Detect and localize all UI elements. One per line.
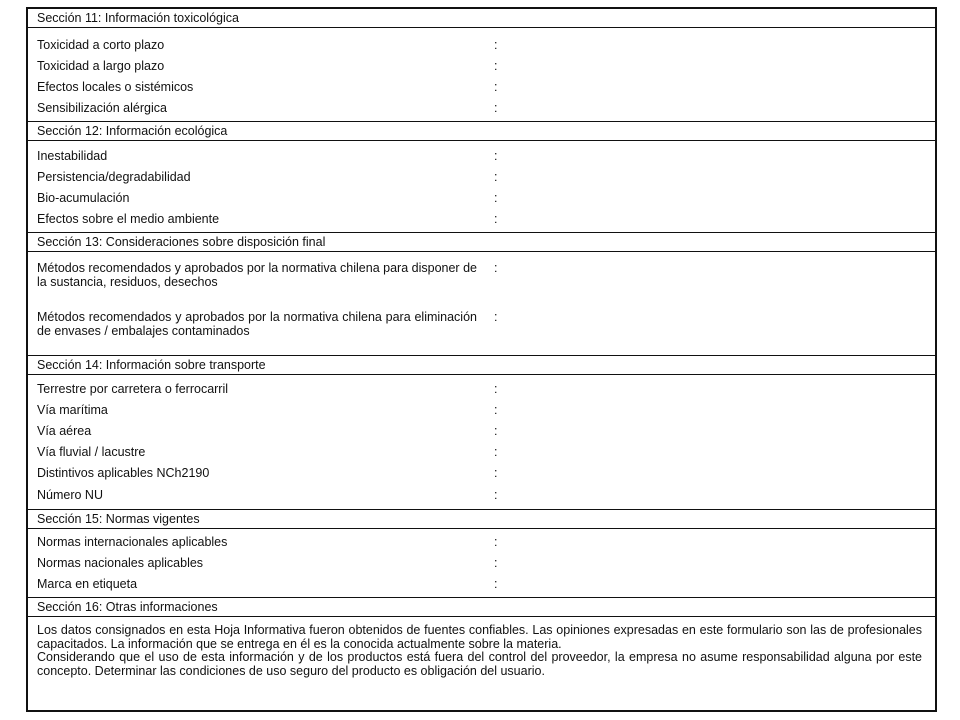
row-label: Toxicidad a corto plazo — [37, 38, 165, 52]
row-label: Número NU — [37, 488, 103, 502]
row-separator: : — [494, 261, 498, 275]
row-separator: : — [494, 382, 498, 396]
section-15-header: Sección 15: Normas vigentes — [28, 509, 935, 529]
row-separator: : — [494, 80, 498, 94]
section-11-header: Sección 11: Información toxicológica — [28, 9, 935, 28]
row-separator: : — [494, 535, 498, 549]
row-label: Sensibilización alérgica — [37, 101, 167, 115]
disclaimer-paragraph: Considerando que el uso de esta información y de los productos está fuera del control del proveedor, la empresa no asume responsabilidad alguna por este concepto. Determinar las condiciones de uso seguro del producto es obligación del usuario. — [37, 650, 922, 678]
row-separator: : — [494, 212, 498, 226]
row-separator: : — [494, 149, 498, 163]
disclaimer-text — [37, 624, 922, 678]
row-label: Normas internacionales aplicables — [37, 535, 228, 549]
row-separator: : — [494, 556, 498, 570]
section-14-header: Sección 14: Información sobre transporte — [28, 355, 935, 375]
row-separator: : — [494, 310, 498, 324]
row-separator: : — [494, 101, 498, 115]
row-label: Terrestre por carretera o ferrocarril — [37, 382, 229, 396]
safety-data-sheet — [26, 7, 937, 712]
section-13-header: Sección 13: Consideraciones sobre disposición final — [28, 232, 935, 252]
row-separator: : — [494, 170, 498, 184]
row-separator: : — [494, 191, 498, 205]
row-label: Métodos recomendados y aprobados por la normativa chilena para disponer de la sustancia, residuos, desechos — [37, 261, 477, 289]
row-separator: : — [494, 488, 498, 502]
row-label: Efectos locales o sistémicos — [37, 80, 194, 94]
row-separator: : — [494, 403, 498, 417]
section-12-header: Sección 12: Información ecológica — [28, 121, 935, 141]
row-separator: : — [494, 577, 498, 591]
row-label: Persistencia/degradabilidad — [37, 170, 191, 184]
row-label: Bio-acumulación — [37, 191, 130, 205]
section-16-header: Sección 16: Otras informaciones — [28, 597, 935, 617]
row-label: Distintivos aplicables NCh2190 — [37, 466, 210, 480]
row-label: Normas nacionales aplicables — [37, 556, 204, 570]
row-label: Inestabilidad — [37, 149, 108, 163]
row-label: Efectos sobre el medio ambiente — [37, 212, 220, 226]
disclaimer-paragraph: Los datos consignados en esta Hoja Informativa fueron obtenidos de fuentes confiables. Las opiniones expresadas en este formulario son las de profesionales capacitados. La información que se entrega en él es la conocida actualmente sobre la materia. — [37, 623, 922, 651]
row-label: Vía aérea — [37, 424, 92, 438]
row-separator: : — [494, 466, 498, 480]
row-separator: : — [494, 424, 498, 438]
row-label: Métodos recomendados y aprobados por la normativa chilena para eliminación de envases / embalajes contaminados — [37, 310, 477, 338]
row-separator: : — [494, 38, 498, 52]
row-label: Toxicidad a largo plazo — [37, 59, 165, 73]
row-label: Vía fluvial / lacustre — [37, 445, 146, 459]
row-separator: : — [494, 59, 498, 73]
row-label: Vía marítima — [37, 403, 108, 417]
row-label: Marca en etiqueta — [37, 577, 138, 591]
row-separator: : — [494, 445, 498, 459]
